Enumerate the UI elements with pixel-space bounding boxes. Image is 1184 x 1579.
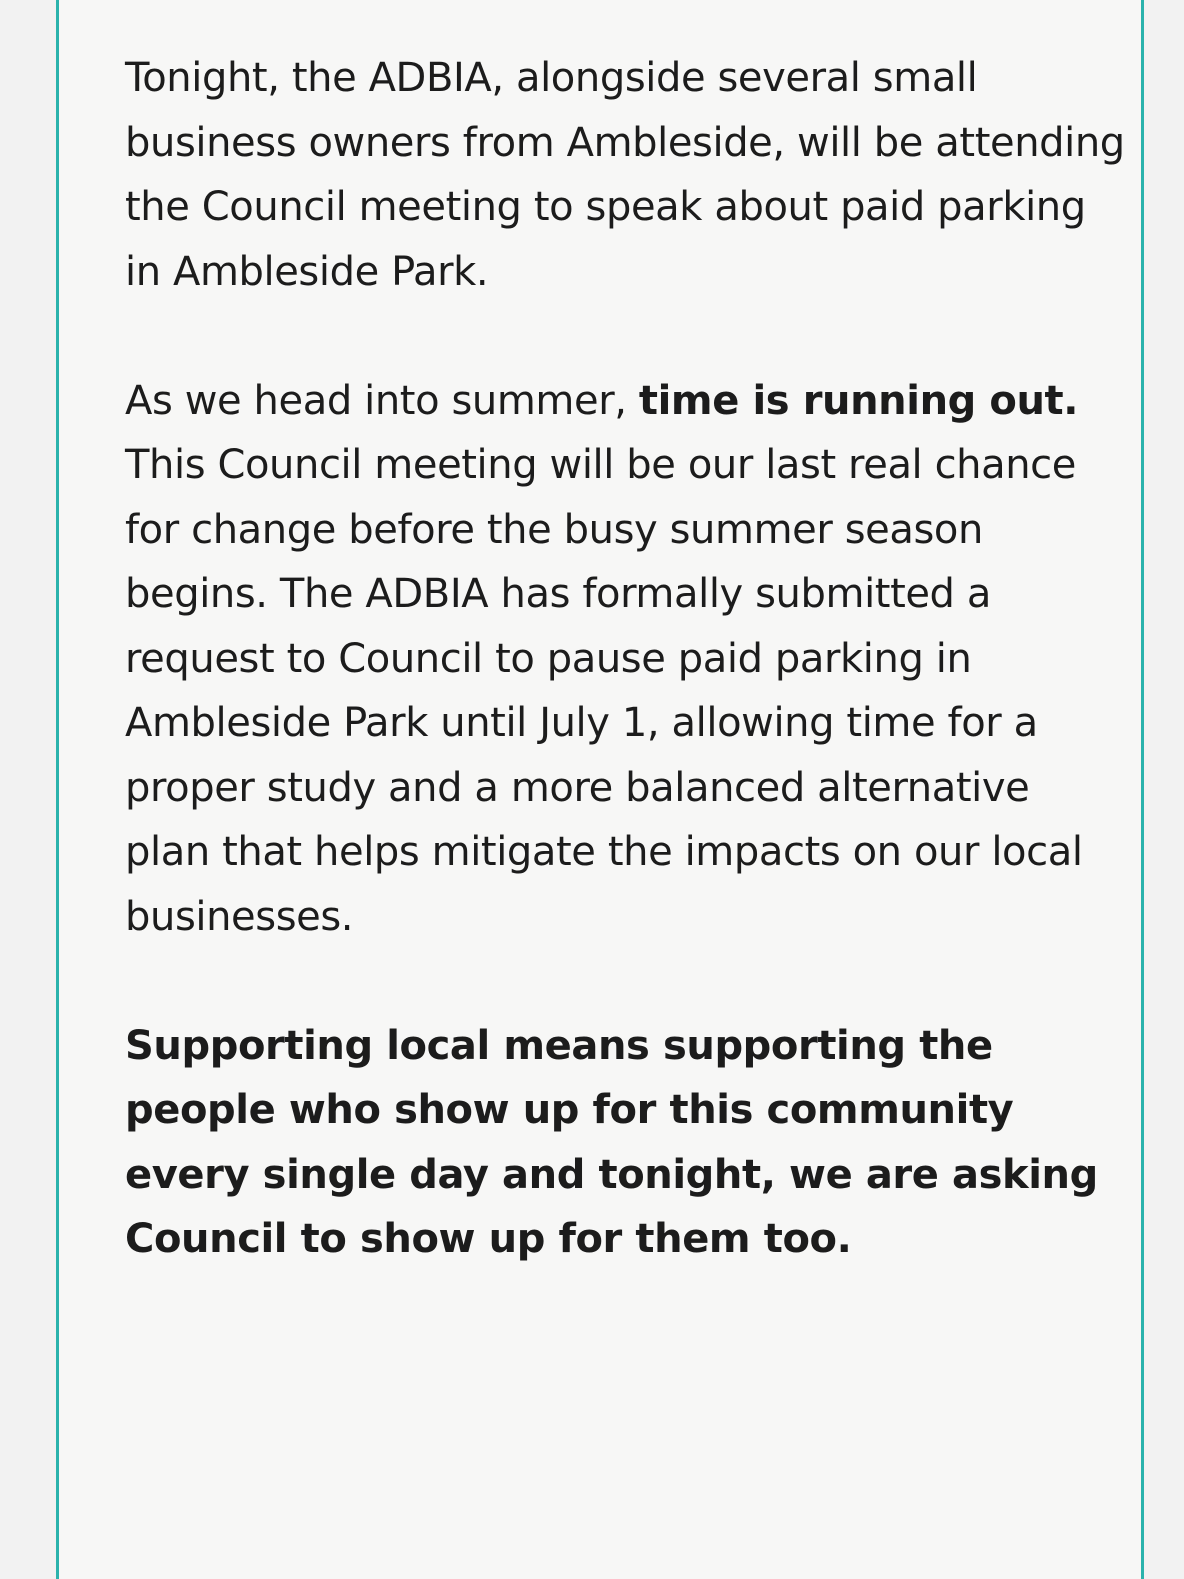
paragraph-text: Tonight, the ADBIA, alongside several small business owners from Ambleside, will be attending the Council meeting to speak about paid parking in Ambleside Park. [125, 55, 1125, 295]
closing-statement: Supporting local means supporting the people who show up for this community every single day and tonight, we are asking Council to show up for them too. [125, 1022, 1098, 1262]
paragraph-1 [125, 46, 1125, 304]
paragraph-text: As we head into summer, [125, 377, 639, 424]
content-panel [56, 0, 1144, 1579]
paragraph-3 [125, 1014, 1125, 1272]
emphasis-text: time is running out. [638, 377, 1079, 424]
article-body [125, 46, 1125, 1272]
paragraph-text: This Council meeting will be our last real chance for change before the busy summer season begins. The ADBIA has formally submitted a request to Council to pause paid parking in Ambleside Park until July 1, allowing time for a proper study and a more balanced alternative plan that helps mitigate the impacts on our local businesses. [125, 442, 1083, 940]
paragraph-2 [125, 369, 1125, 950]
